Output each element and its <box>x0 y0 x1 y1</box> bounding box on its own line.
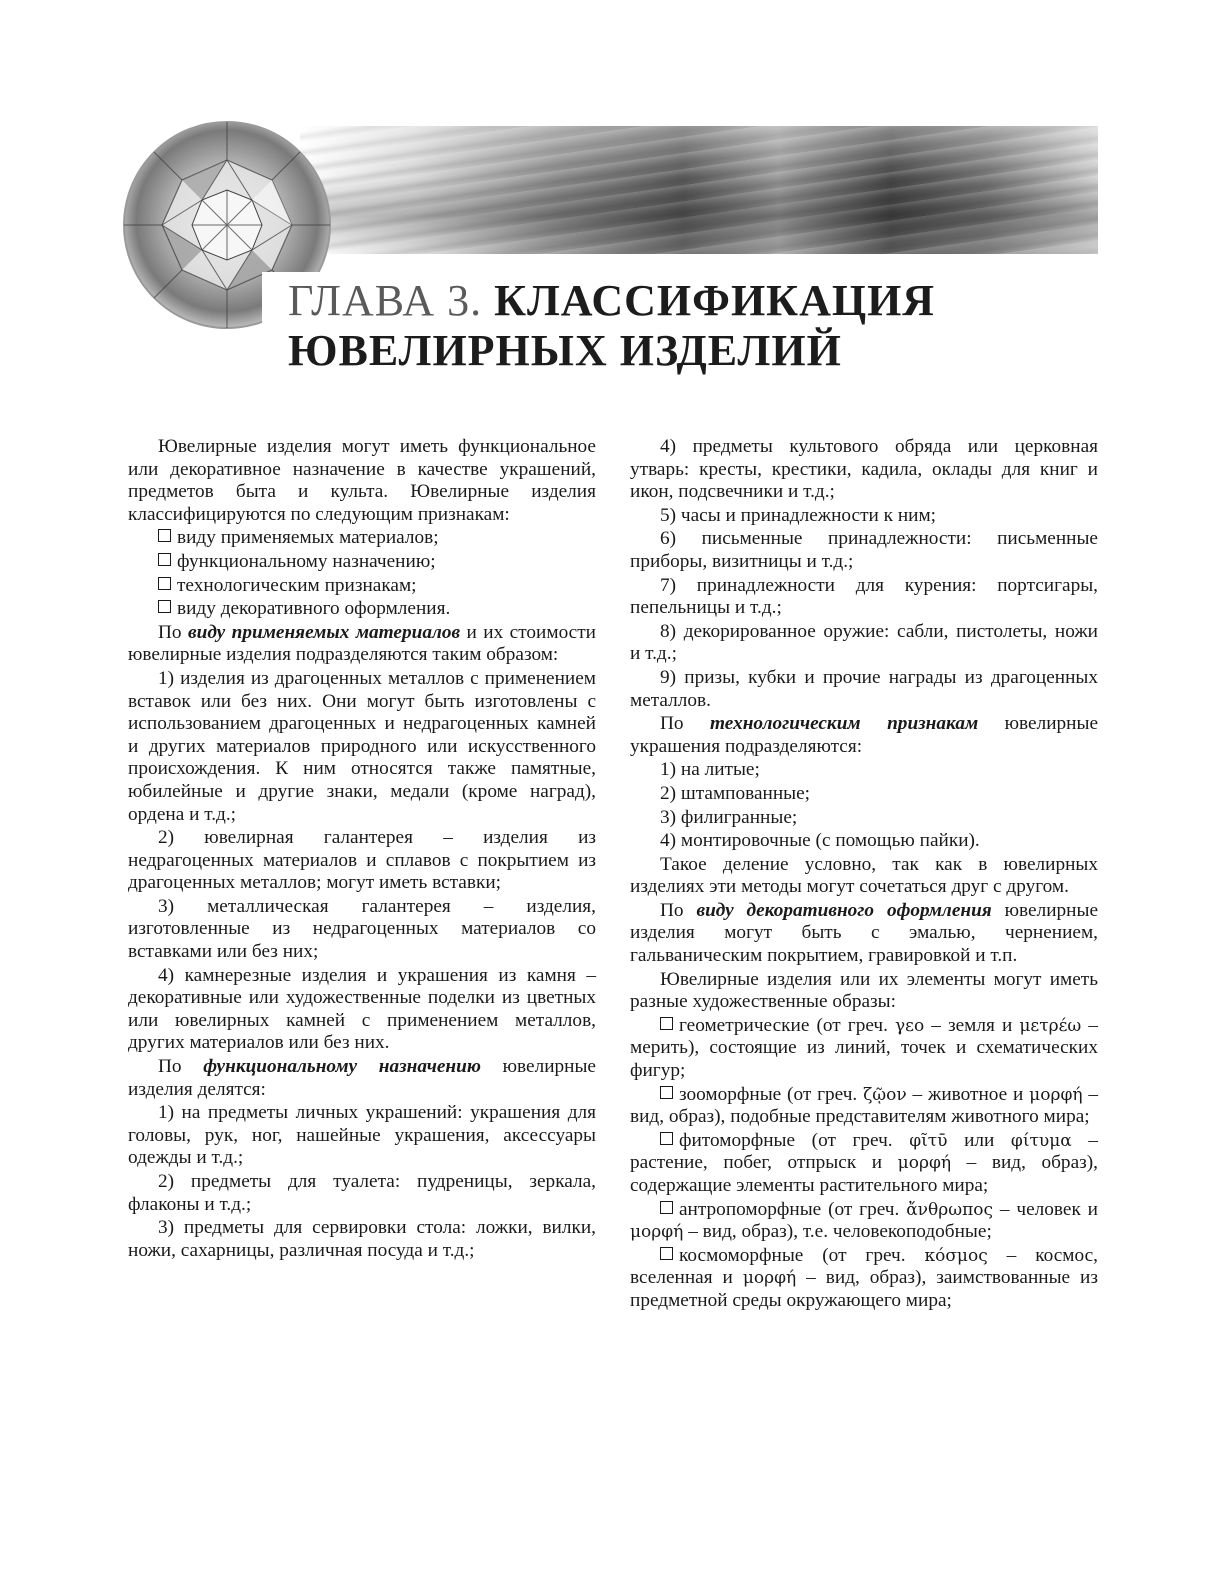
intro-paragraph: Ювелирные изделия могут иметь функциональное или декоративное назначение в качестве украшений, предметов быта и культа. Ювелирные изделия классифицируются по следующим признакам: <box>128 436 596 525</box>
image-type-item: антропоморфные (от греч. ἄνθρωπος – человек и μορφή – вид, образ), т.е. человекоподобные; <box>630 1198 1099 1243</box>
list-item: 3) предметы для сервировки стола: ложки, вилки, ножи, сахарницы, различная посуда и т.д.; <box>128 1217 596 1261</box>
checkbox-bullet-icon <box>660 1017 673 1030</box>
list-item: 1) на предметы личных украшений: украшения для головы, рук, ног, нашейные украшения, аксессуары одежды и т.д.; <box>128 1102 596 1169</box>
list-item: 1) изделия из драгоценных металлов с применением вставок или без них. Они могут быть изготовлены с использованием драгоценных и недрагоценных камней и других материалов природного или искусственного происхождения. К ним относятся также памятные, юбилейные и другие знаки, медали (кроме наград), ордена и т.д.; <box>128 667 596 825</box>
list-item: 4) предметы культового обряда или церковная утварь: кресты, крестики, кадила, оклады для книг и икон, подсвечники и т.д.; <box>630 436 1098 503</box>
checkbox-bullet-icon <box>660 1247 673 1260</box>
left-column <box>128 436 596 1263</box>
list-item: 4) камнерезные изделия и украшения из камня – декоративные или художественные поделки из цветных или ювелирных камней с применением металлов, других материалов или без них. <box>128 964 596 1054</box>
checkbox-bullet-icon <box>660 1201 673 1214</box>
list-item: 1) на литые; <box>660 759 760 781</box>
list-item: 2) ювелирная галантерея – изделия из недрагоценных материалов и сплавов с покрытием из драгоценных металлов; могут иметь вставки; <box>128 827 596 894</box>
chapter-title <box>288 276 935 376</box>
criteria-item: функциональному назначению; <box>128 551 596 574</box>
tech-paragraph: По технологическим признакам ювелирные украшения подразделяются: <box>630 713 1098 757</box>
list-item: 3) металлическая галантерея – изделия, изготовленные из недрагоценных материалов со вставками или без них; <box>128 895 596 963</box>
title-line-2: ЮВЕЛИРНЫХ ИЗДЕЛИЙ <box>288 326 842 375</box>
images-intro: Ювелирные изделия или их элементы могут иметь разные художественные образы: <box>630 968 1098 1013</box>
image-type-item: космоморфные (от греч. κόσμος – космос, вселенная и μορφή – вид, образ), заимствованные из предметной среды окружающего мира; <box>630 1244 1098 1311</box>
list-item: 8) декорированное оружие: сабли, пистолеты, ножи и т.д.; <box>630 620 1098 665</box>
criteria-item: виду декоративного оформления. <box>128 598 596 621</box>
image-type-item: фитоморфные (от греч. φῖτῡ или φίτυμα – растение, побег, отпрыск и μορφή – вид, образ), содержащие элементы растительного мира; <box>630 1129 1098 1196</box>
right-column <box>630 436 1098 1314</box>
materials-paragraph: По виду применяемых материалов и их стоимости ювелирные изделия подразделяются таким образом: <box>128 621 596 666</box>
list-item: 4) монтировочные (с помощью пайки). <box>660 830 980 852</box>
function-paragraph: По функциональному назначению ювелирные изделия делятся: <box>128 1056 596 1100</box>
list-item: 7) принадлежности для курения: портсигары, пепельницы и т.д.; <box>630 574 1098 619</box>
list-item: 3) филигранные; <box>660 806 798 828</box>
decor-term: виду декоративного оформления <box>696 899 992 921</box>
criteria-item: технологическим признакам; <box>128 575 596 598</box>
function-term: функциональному назначению <box>203 1056 481 1078</box>
materials-term: виду применяемых материалов <box>187 621 461 643</box>
list-item: 2) предметы для туалета: пудреницы, зеркала, флаконы и т.д.; <box>128 1171 596 1215</box>
list-item: 5) часы и принадлежности к ним; <box>660 504 937 526</box>
checkbox-bullet-icon <box>158 529 171 542</box>
checkbox-bullet-icon <box>158 577 171 590</box>
checkbox-bullet-icon <box>660 1086 673 1099</box>
tech-term: технологическим признакам <box>710 713 979 735</box>
criteria-item: виду применяемых материалов; <box>128 527 596 550</box>
image-type-item: геометрические (от греч. γεο – земля и μετρέω – мерить), состоящие из линий, точек и схематических фигур; <box>630 1014 1098 1082</box>
list-item: 9) призы, кубки и прочие награды из драгоценных металлов. <box>630 666 1098 711</box>
checkbox-bullet-icon <box>158 600 171 613</box>
header-banner <box>300 126 1098 254</box>
image-type-item: зооморфные (от греч. ζῷον – животное и μορφή – вид, образ), подобные представителям животного мира; <box>630 1083 1099 1128</box>
list-item: 6) письменные принадлежности: письменные приборы, визитницы и т.д.; <box>630 528 1098 572</box>
checkbox-bullet-icon <box>158 553 171 566</box>
decor-paragraph: По виду декоративного оформления ювелирные изделия могут быть с эмалью, чернением, гальваническим покрытием, гравировкой и т.п. <box>630 899 1099 967</box>
checkbox-bullet-icon <box>660 1132 673 1145</box>
chapter-label: ГЛАВА 3. <box>288 276 483 325</box>
list-item: 2) штампованные; <box>660 782 811 804</box>
tech-note: Такое деление условно, так как в ювелирных изделиях эти методы могут сочетаться друг с другом. <box>630 853 1098 898</box>
title-line-1: КЛАССИФИКАЦИЯ <box>494 276 936 325</box>
